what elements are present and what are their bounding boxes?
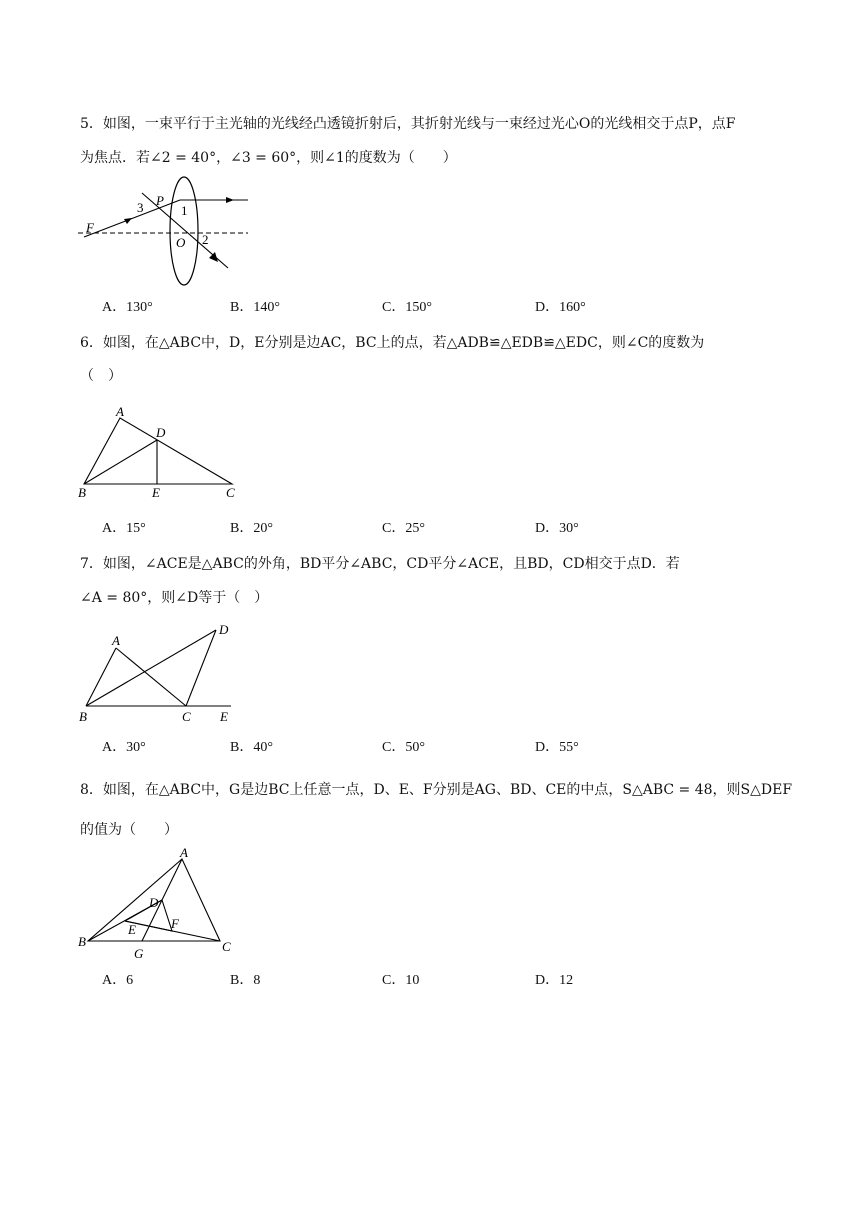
q7-option-b[interactable]: B．40°: [230, 740, 273, 755]
q5-label-angle1: 1: [181, 203, 188, 218]
q8-label-G: G: [134, 946, 144, 961]
q7-label-A: A: [112, 633, 120, 648]
q7-option-d[interactable]: D．55°: [535, 740, 579, 755]
q5-label-P: P: [156, 193, 164, 208]
q8-label-B: B: [78, 934, 86, 949]
q8-option-d[interactable]: D．12: [535, 973, 574, 988]
q6-text-line1: 6．如图，在△ABC中，D，E分别是边AC，BC上的点，若△ADB≌△EDB≌△EDC，则∠C的度数为: [80, 335, 705, 351]
q8-option-c[interactable]: C．10: [382, 973, 420, 988]
q5-label-O: O: [176, 235, 186, 250]
q6-text-line2: （ ）: [80, 368, 122, 384]
q6-label-B: B: [78, 485, 86, 500]
q5-option-b[interactable]: B．140°: [230, 300, 280, 315]
q7-label-D: D: [219, 622, 229, 637]
q6-option-b[interactable]: B．20°: [230, 521, 273, 536]
q7-option-c[interactable]: C．50°: [382, 740, 425, 755]
q7-text-line1: 7．如图，∠ACE是△ABC的外角，BD平分∠ABC，CD平分∠ACE，且BD，CD相交于点D．若: [80, 556, 680, 572]
q5-label-angle2: 2: [202, 232, 209, 247]
q6-label-C: C: [226, 485, 235, 500]
q5-option-c[interactable]: C．150°: [382, 300, 432, 315]
q6-label-D: D: [156, 425, 166, 440]
q7-label-B: B: [79, 709, 87, 724]
q8-option-a[interactable]: A．6: [102, 973, 134, 988]
q8-label-A: A: [180, 845, 188, 860]
q7-label-C: C: [182, 709, 191, 724]
q5-text-line1: 5．如图，一束平行于主光轴的光线经凸透镜折射后，其折射光线与一束经过光心O的光线相交于点P，点F: [80, 116, 736, 132]
q6-option-d[interactable]: D．30°: [535, 521, 579, 536]
q6-option-c[interactable]: C．25°: [382, 521, 425, 536]
q5-option-a[interactable]: A．130°: [102, 300, 153, 315]
q8-label-C: C: [222, 939, 231, 954]
q5-text-line2: 为焦点．若∠2 = 40°，∠3 = 60°，则∠1的度数为（ ）: [80, 150, 457, 166]
q6-triangle-figure: [76, 402, 246, 502]
q8-option-b[interactable]: B．8: [230, 973, 261, 988]
q7-option-a[interactable]: A．30°: [102, 740, 146, 755]
q7-label-E: E: [220, 709, 228, 724]
q5-label-F: F: [86, 220, 94, 235]
q7-text-line2: ∠A = 80°，则∠D等于（ ）: [80, 590, 269, 606]
q8-label-F: F: [171, 916, 179, 931]
q6-label-A: A: [116, 404, 124, 419]
q8-text-line2: 的值为（ ）: [80, 822, 178, 838]
q5-option-d[interactable]: D．160°: [535, 300, 586, 315]
q8-text-line1: 8．如图，在△ABC中，G是边BC上任意一点，D、E、F分别是AG、BD、CE的中点，S△ABC = 48，则S△DEF: [80, 782, 793, 798]
q7-triangle-figure: [76, 618, 246, 728]
q6-label-E: E: [152, 485, 160, 500]
q6-option-a[interactable]: A．15°: [102, 521, 146, 536]
q8-label-D: D: [149, 895, 159, 910]
q5-lens-figure: [76, 175, 256, 290]
q5-label-angle3: 3: [137, 200, 144, 215]
q8-triangle-figure: [76, 845, 246, 965]
q8-label-E: E: [128, 922, 136, 937]
